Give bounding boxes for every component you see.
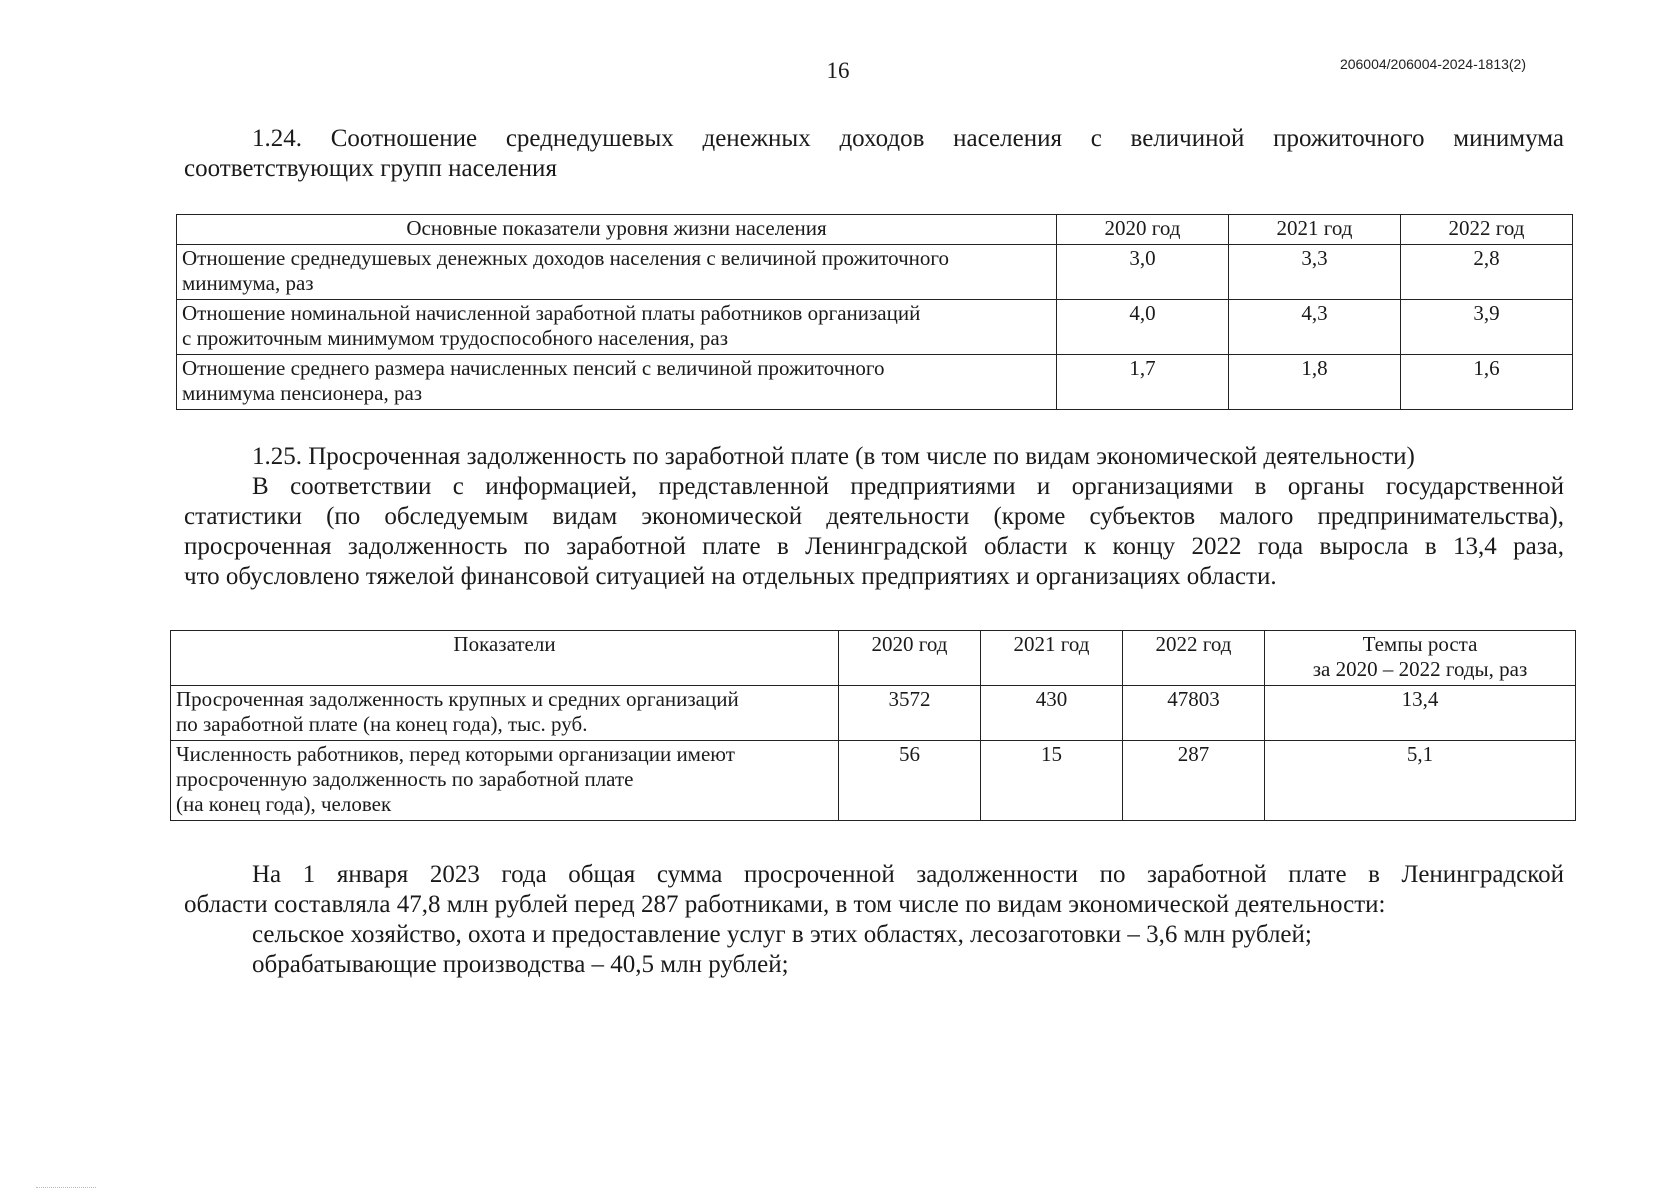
row-label: Отношение номинальной начисленной заработной платы работников организаций с прожиточным минимумом трудоспособного населения, раз: [177, 300, 1057, 355]
growth-cell: 5,1: [1265, 741, 1576, 821]
closing-paragraph: [184, 860, 1564, 980]
section-125-body-line: просроченная задолженность по заработной плате в Ленинградской области к концу 2022 года выросла в 13,4 раза,: [184, 533, 1564, 560]
table-row: [171, 686, 1576, 741]
column-header: 2020 год: [1057, 215, 1229, 245]
wage-arrears-table: [170, 630, 1576, 821]
value-cell: 4,3: [1229, 300, 1401, 355]
living-standards-table: [176, 214, 1573, 410]
table-row: [177, 300, 1573, 355]
section-125-heading: 1.25. Просроченная задолженность по заработной плате (в том числе по видам экономической деятельности): [252, 443, 1415, 470]
scan-artifact: [36, 1187, 96, 1190]
closing-line: обрабатывающие производства – 40,5 млн рублей;: [252, 951, 789, 978]
value-cell: 3,9: [1401, 300, 1573, 355]
value-cell: 1,7: [1057, 355, 1229, 410]
section-124-heading-line: 1.24. Соотношение среднедушевых денежных доходов населения с величиной прожиточного минимума: [252, 125, 1564, 152]
section-124-heading-line: соответствующих групп населения: [184, 155, 557, 182]
closing-line: области составляла 47,8 млн рублей перед 287 работниками, в том числе по видам экономической деятельности:: [184, 891, 1386, 918]
row-label: Численность работников, перед которыми организации имеют просроченную задолженность по заработной плате (на конец года), человек: [171, 741, 839, 821]
table-row: [177, 355, 1573, 410]
value-cell: 1,8: [1229, 355, 1401, 410]
column-header: 2022 год: [1123, 631, 1265, 686]
row-label: Отношение среднего размера начисленных пенсий с величиной прожиточного минимума пенсионера, раз: [177, 355, 1057, 410]
value-cell: 4,0: [1057, 300, 1229, 355]
value-cell: 47803: [1123, 686, 1265, 741]
value-cell: 3,0: [1057, 245, 1229, 300]
value-cell: 287: [1123, 741, 1265, 821]
value-cell: 3,3: [1229, 245, 1401, 300]
table-row: [177, 245, 1573, 300]
growth-cell: 13,4: [1265, 686, 1576, 741]
page-number: 16: [826, 58, 850, 83]
column-header: 2021 год: [981, 631, 1123, 686]
section-125-body-line: В соответствии с информацией, представленной предприятиями и организациями в органы государственной: [252, 473, 1564, 500]
table-header-row: [171, 631, 1576, 686]
column-header: Темпы роста за 2020 – 2022 годы, раз: [1265, 631, 1576, 686]
column-header: 2021 год: [1229, 215, 1401, 245]
value-cell: 3572: [839, 686, 981, 741]
document-id: 206004/206004-2024-1813(2): [1339, 56, 1526, 72]
value-cell: 15: [981, 741, 1123, 821]
section-125-body-line: статистики (по обследуемым видам экономической деятельности (кроме субъектов малого предпринимательства),: [184, 503, 1564, 530]
section-124-heading: [184, 124, 1564, 184]
row-label: Отношение среднедушевых денежных доходов населения с величиной прожиточного минимума, раз: [177, 245, 1057, 300]
section-125-body-line: что обусловлено тяжелой финансовой ситуацией на отдельных предприятиях и организациях области.: [184, 563, 1277, 590]
column-header: 2022 год: [1401, 215, 1573, 245]
column-header: 2020 год: [839, 631, 981, 686]
section-125: [184, 442, 1564, 592]
row-label: Просроченная задолженность крупных и средних организаций по заработной плате (на конец года), тыс. руб.: [171, 686, 839, 741]
value-cell: 56: [839, 741, 981, 821]
column-header: Основные показатели уровня жизни населения: [177, 215, 1057, 245]
closing-line: На 1 января 2023 года общая сумма просроченной задолженности по заработной плате в Ленинградской: [252, 861, 1564, 888]
column-header: Показатели: [171, 631, 839, 686]
table-row: [171, 741, 1576, 821]
value-cell: 1,6: [1401, 355, 1573, 410]
value-cell: 2,8: [1401, 245, 1573, 300]
value-cell: 430: [981, 686, 1123, 741]
closing-line: сельское хозяйство, охота и предоставление услуг в этих областях, лесозаготовки – 3,6 млн рублей;: [252, 921, 1312, 948]
table-header-row: [177, 215, 1573, 245]
